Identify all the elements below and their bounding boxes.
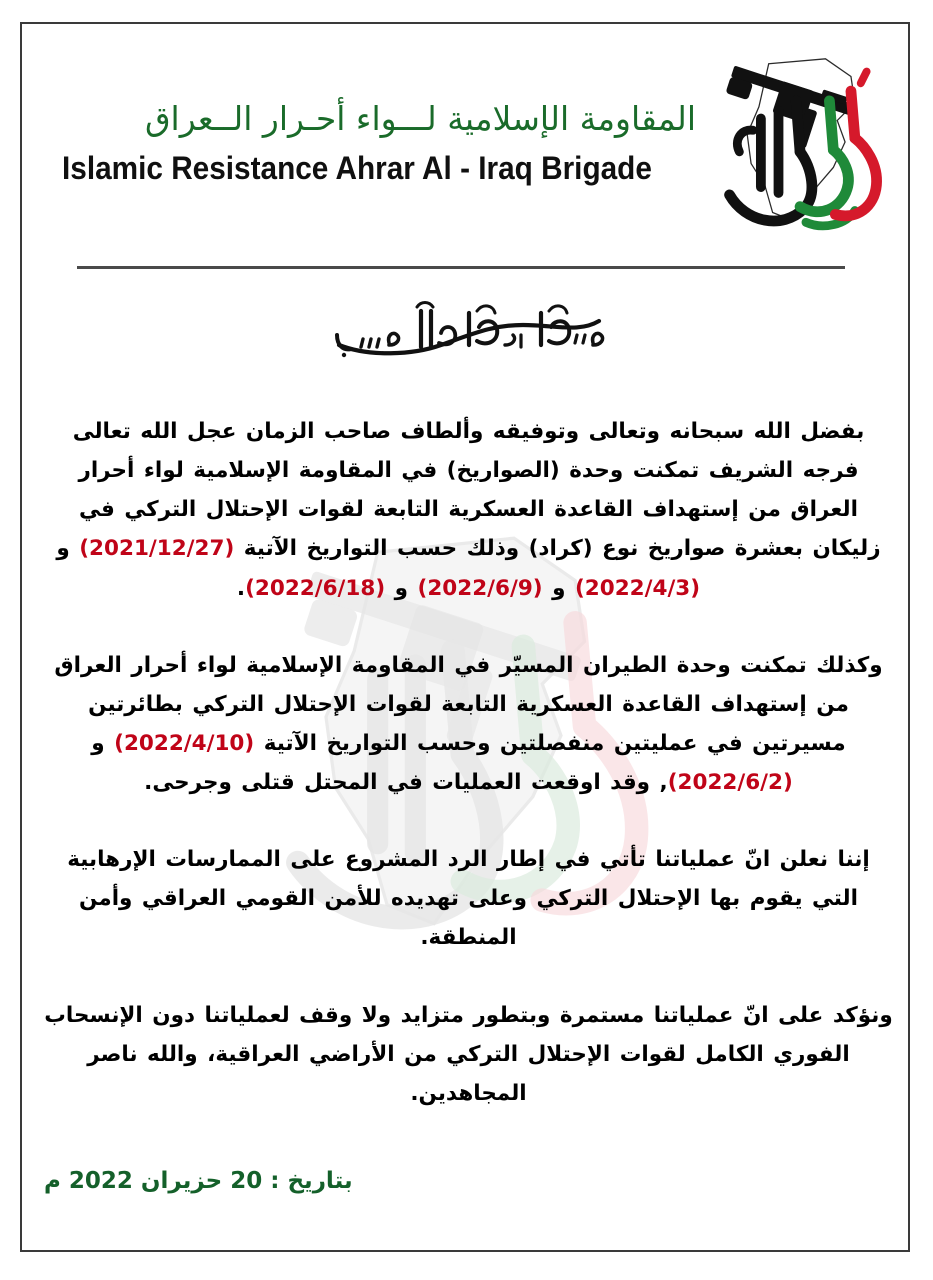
letterhead-text: [34, 98, 704, 188]
organization-name-english: Islamic Resistance Ahrar Al - Iraq Brigade: [61, 150, 652, 187]
highlighted-date: (2021/12/27): [79, 536, 235, 562]
statement-paragraph-4: ونؤكد على انّ عملياتنا مستمرة وبتطور متزايد ولا وقف لعملياتنا دون الإنسحاب الفوري الكامل لقوات الإحتلال التركي من الأراضي العراقية، والله ناصر المجاهدين.: [44, 1002, 893, 1106]
statement-body: [44, 412, 893, 1113]
highlighted-date: (2022/4/10): [114, 730, 255, 756]
highlighted-date: (2022/6/18): [245, 575, 386, 601]
statement-date: [44, 1168, 353, 1194]
basmala-calligraphy-icon: [0, 295, 933, 369]
highlighted-date: (2022/4/3): [574, 575, 701, 601]
horizontal-rule-icon: [77, 266, 845, 269]
letterhead: [34, 48, 900, 238]
organization-name-arabic: المقاومة الإسلامية لـــواء أحـرار الــعراق: [144, 99, 696, 139]
statement-paragraph-2: وكذلك تمكنت وحدة الطيران المسيّر في المقاومة الإسلامية لواء أحرار العراق من إستهداف القاعدة العسكرية التابعة لقوات الإحتلال التركي بطائرتين مسيرتين في عمليتين منفصلتين وحسب التواريخ الآتية (2022/4/10) و (2022/6/2), وقد اوقعت العمليات في المحتل قتلى وجرحى.: [44, 646, 893, 803]
statement-date-label: بتاريخ : 20 حزيران 2022 م: [44, 1168, 353, 1194]
statement-paragraph-3: إننا نعلن انّ عملياتنا تأتي في إطار الرد المشروع على الممارسات الإرهابية التي يقوم بها الإحتلال التركي وعلى تهديده للأمن القومي العراقي وأمن المنطقة.: [67, 847, 870, 951]
highlighted-date: (2022/6/2): [667, 770, 793, 795]
iraq-map-rifle-calligraphy-logo-icon: [704, 50, 900, 236]
highlighted-date: (2022/6/9): [417, 575, 543, 601]
statement-paragraph-1: بفضل الله سبحانه وتعالى وتوفيقه وألطاف صاحب الزمان عجل الله تعالى فرجه الشريف تمكنت وحدة (الصواريخ) في المقاومة الإسلامية لواء أحرار العراق من إستهداف القاعدة العسكرية التابعة لقوات الإحتلال التركي في زليكان بعشرة صواريخ نوع (كراد) وذلك حسب التواريخ الآتية (2021/12/27) و (2022/4/3) و (2022/6/9) و (2022/6/18).: [44, 412, 893, 608]
